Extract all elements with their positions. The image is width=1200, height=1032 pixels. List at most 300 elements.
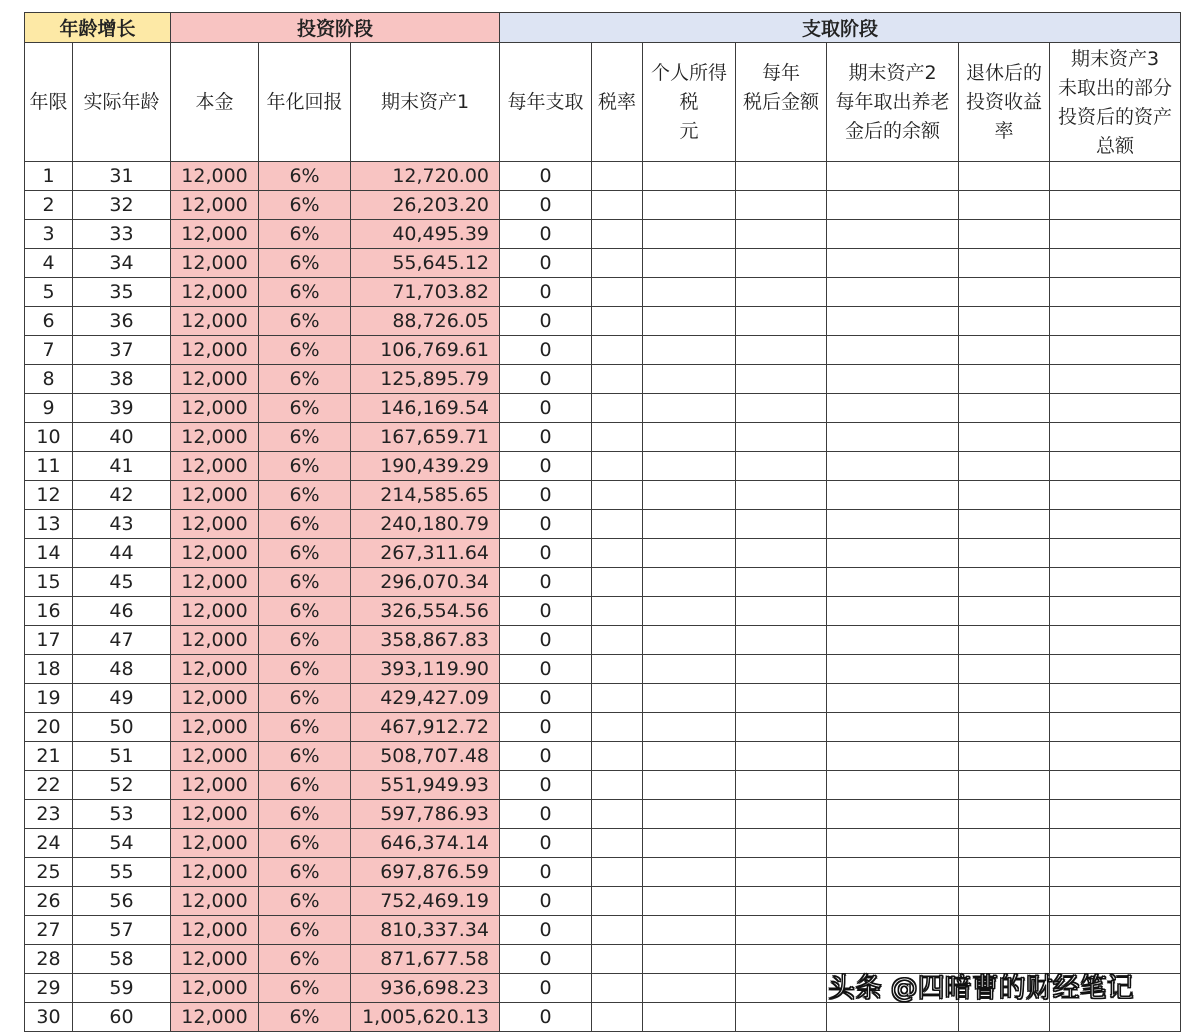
cell-principal[interactable]: 12,000 xyxy=(171,452,259,481)
cell-age[interactable]: 57 xyxy=(73,916,171,945)
cell-after-tax[interactable] xyxy=(736,858,827,887)
cell-income-tax[interactable] xyxy=(643,481,736,510)
col-header-principal[interactable]: 本金 xyxy=(171,43,259,162)
cell-asset2[interactable] xyxy=(827,800,959,829)
cell-withdraw[interactable]: 0 xyxy=(500,249,592,278)
cell-rate[interactable]: 6% xyxy=(259,597,351,626)
cell-income-tax[interactable] xyxy=(643,916,736,945)
cell-age[interactable]: 55 xyxy=(73,858,171,887)
cell-asset1[interactable]: 55,645.12 xyxy=(351,249,500,278)
cell-year[interactable]: 3 xyxy=(25,220,73,249)
cell-tax-rate[interactable] xyxy=(592,423,643,452)
cell-income-tax[interactable] xyxy=(643,713,736,742)
cell-withdraw[interactable]: 0 xyxy=(500,394,592,423)
cell-year[interactable]: 9 xyxy=(25,394,73,423)
cell-retire-return[interactable] xyxy=(959,452,1050,481)
cell-income-tax[interactable] xyxy=(643,336,736,365)
cell-year[interactable]: 14 xyxy=(25,539,73,568)
cell-principal[interactable]: 12,000 xyxy=(171,220,259,249)
cell-asset1[interactable]: 326,554.56 xyxy=(351,597,500,626)
cell-asset2[interactable] xyxy=(827,771,959,800)
cell-asset3[interactable] xyxy=(1050,1003,1181,1032)
cell-asset3[interactable] xyxy=(1050,887,1181,916)
cell-age[interactable]: 40 xyxy=(73,423,171,452)
cell-age[interactable]: 43 xyxy=(73,510,171,539)
cell-asset2[interactable] xyxy=(827,829,959,858)
cell-age[interactable]: 52 xyxy=(73,771,171,800)
cell-tax-rate[interactable] xyxy=(592,220,643,249)
cell-principal[interactable]: 12,000 xyxy=(171,655,259,684)
cell-asset3[interactable] xyxy=(1050,684,1181,713)
cell-principal[interactable]: 12,000 xyxy=(171,336,259,365)
cell-year[interactable]: 27 xyxy=(25,916,73,945)
cell-rate[interactable]: 6% xyxy=(259,365,351,394)
cell-principal[interactable]: 12,000 xyxy=(171,191,259,220)
cell-asset1[interactable]: 214,585.65 xyxy=(351,481,500,510)
cell-asset1[interactable]: 190,439.29 xyxy=(351,452,500,481)
cell-year[interactable]: 30 xyxy=(25,1003,73,1032)
cell-income-tax[interactable] xyxy=(643,800,736,829)
cell-age[interactable]: 35 xyxy=(73,278,171,307)
cell-year[interactable]: 23 xyxy=(25,800,73,829)
cell-principal[interactable]: 12,000 xyxy=(171,887,259,916)
cell-retire-return[interactable] xyxy=(959,191,1050,220)
cell-rate[interactable]: 6% xyxy=(259,336,351,365)
cell-after-tax[interactable] xyxy=(736,597,827,626)
cell-principal[interactable]: 12,000 xyxy=(171,713,259,742)
cell-asset1[interactable]: 240,180.79 xyxy=(351,510,500,539)
cell-asset2[interactable] xyxy=(827,742,959,771)
cell-year[interactable]: 19 xyxy=(25,684,73,713)
cell-rate[interactable]: 6% xyxy=(259,539,351,568)
cell-rate[interactable]: 6% xyxy=(259,713,351,742)
cell-tax-rate[interactable] xyxy=(592,278,643,307)
cell-after-tax[interactable] xyxy=(736,568,827,597)
cell-asset3[interactable] xyxy=(1050,307,1181,336)
cell-withdraw[interactable]: 0 xyxy=(500,626,592,655)
cell-retire-return[interactable] xyxy=(959,568,1050,597)
cell-withdraw[interactable]: 0 xyxy=(500,481,592,510)
cell-retire-return[interactable] xyxy=(959,858,1050,887)
cell-age[interactable]: 44 xyxy=(73,539,171,568)
cell-asset1[interactable]: 267,311.64 xyxy=(351,539,500,568)
cell-after-tax[interactable] xyxy=(736,481,827,510)
cell-income-tax[interactable] xyxy=(643,278,736,307)
cell-rate[interactable]: 6% xyxy=(259,249,351,278)
cell-year[interactable]: 13 xyxy=(25,510,73,539)
cell-rate[interactable]: 6% xyxy=(259,771,351,800)
col-header-after-tax[interactable] xyxy=(736,43,827,162)
col-header-return[interactable]: 年化回报 xyxy=(259,43,351,162)
cell-income-tax[interactable] xyxy=(643,858,736,887)
cell-asset3[interactable] xyxy=(1050,191,1181,220)
cell-asset2[interactable] xyxy=(827,655,959,684)
cell-rate[interactable]: 6% xyxy=(259,191,351,220)
cell-withdraw[interactable]: 0 xyxy=(500,568,592,597)
cell-tax-rate[interactable] xyxy=(592,713,643,742)
cell-tax-rate[interactable] xyxy=(592,771,643,800)
cell-withdraw[interactable]: 0 xyxy=(500,423,592,452)
cell-withdraw[interactable]: 0 xyxy=(500,771,592,800)
cell-after-tax[interactable] xyxy=(736,365,827,394)
cell-asset1[interactable]: 146,169.54 xyxy=(351,394,500,423)
cell-year[interactable]: 20 xyxy=(25,713,73,742)
cell-asset3[interactable] xyxy=(1050,858,1181,887)
cell-tax-rate[interactable] xyxy=(592,336,643,365)
cell-asset3[interactable] xyxy=(1050,336,1181,365)
cell-withdraw[interactable]: 0 xyxy=(500,887,592,916)
col-header-age[interactable]: 实际年龄 xyxy=(73,43,171,162)
cell-withdraw[interactable]: 0 xyxy=(500,655,592,684)
cell-asset3[interactable] xyxy=(1050,713,1181,742)
cell-rate[interactable]: 6% xyxy=(259,945,351,974)
cell-withdraw[interactable]: 0 xyxy=(500,452,592,481)
cell-asset2[interactable] xyxy=(827,887,959,916)
cell-retire-return[interactable] xyxy=(959,220,1050,249)
cell-asset3[interactable] xyxy=(1050,423,1181,452)
cell-year[interactable]: 12 xyxy=(25,481,73,510)
cell-year[interactable]: 10 xyxy=(25,423,73,452)
cell-after-tax[interactable] xyxy=(736,510,827,539)
cell-asset1[interactable]: 71,703.82 xyxy=(351,278,500,307)
cell-asset2[interactable] xyxy=(827,597,959,626)
cell-asset1[interactable]: 508,707.48 xyxy=(351,742,500,771)
cell-year[interactable]: 21 xyxy=(25,742,73,771)
cell-withdraw[interactable]: 0 xyxy=(500,510,592,539)
cell-withdraw[interactable]: 0 xyxy=(500,829,592,858)
cell-rate[interactable]: 6% xyxy=(259,1003,351,1032)
cell-age[interactable]: 46 xyxy=(73,597,171,626)
cell-income-tax[interactable] xyxy=(643,626,736,655)
cell-asset3[interactable] xyxy=(1050,452,1181,481)
cell-rate[interactable]: 6% xyxy=(259,655,351,684)
cell-year[interactable]: 11 xyxy=(25,452,73,481)
cell-rate[interactable]: 6% xyxy=(259,684,351,713)
cell-withdraw[interactable]: 0 xyxy=(500,336,592,365)
cell-asset2[interactable] xyxy=(827,713,959,742)
cell-withdraw[interactable]: 0 xyxy=(500,220,592,249)
cell-rate[interactable]: 6% xyxy=(259,481,351,510)
cell-retire-return[interactable] xyxy=(959,394,1050,423)
cell-retire-return[interactable] xyxy=(959,249,1050,278)
cell-tax-rate[interactable] xyxy=(592,887,643,916)
cell-income-tax[interactable] xyxy=(643,249,736,278)
cell-retire-return[interactable] xyxy=(959,336,1050,365)
cell-after-tax[interactable] xyxy=(736,1003,827,1032)
cell-withdraw[interactable]: 0 xyxy=(500,278,592,307)
cell-rate[interactable]: 6% xyxy=(259,626,351,655)
cell-withdraw[interactable]: 0 xyxy=(500,858,592,887)
cell-year[interactable]: 2 xyxy=(25,191,73,220)
cell-asset2[interactable] xyxy=(827,539,959,568)
cell-tax-rate[interactable] xyxy=(592,568,643,597)
cell-retire-return[interactable] xyxy=(959,423,1050,452)
cell-income-tax[interactable] xyxy=(643,597,736,626)
cell-retire-return[interactable] xyxy=(959,1003,1050,1032)
cell-withdraw[interactable]: 0 xyxy=(500,916,592,945)
cell-after-tax[interactable] xyxy=(736,307,827,336)
cell-retire-return[interactable] xyxy=(959,597,1050,626)
cell-income-tax[interactable] xyxy=(643,394,736,423)
cell-year[interactable]: 28 xyxy=(25,945,73,974)
cell-retire-return[interactable] xyxy=(959,481,1050,510)
cell-after-tax[interactable] xyxy=(736,771,827,800)
cell-asset2[interactable] xyxy=(827,568,959,597)
cell-withdraw[interactable]: 0 xyxy=(500,800,592,829)
cell-principal[interactable]: 12,000 xyxy=(171,945,259,974)
cell-after-tax[interactable] xyxy=(736,742,827,771)
cell-rate[interactable]: 6% xyxy=(259,742,351,771)
cell-asset3[interactable] xyxy=(1050,510,1181,539)
cell-age[interactable]: 34 xyxy=(73,249,171,278)
cell-asset2[interactable] xyxy=(827,510,959,539)
cell-rate[interactable]: 6% xyxy=(259,916,351,945)
cell-principal[interactable]: 12,000 xyxy=(171,626,259,655)
cell-principal[interactable]: 12,000 xyxy=(171,481,259,510)
cell-asset1[interactable]: 752,469.19 xyxy=(351,887,500,916)
cell-retire-return[interactable] xyxy=(959,684,1050,713)
cell-asset2[interactable] xyxy=(827,278,959,307)
cell-income-tax[interactable] xyxy=(643,423,736,452)
cell-asset3[interactable] xyxy=(1050,394,1181,423)
cell-rate[interactable]: 6% xyxy=(259,307,351,336)
cell-after-tax[interactable] xyxy=(736,655,827,684)
cell-retire-return[interactable] xyxy=(959,887,1050,916)
cell-income-tax[interactable] xyxy=(643,220,736,249)
cell-rate[interactable]: 6% xyxy=(259,829,351,858)
cell-asset2[interactable] xyxy=(827,191,959,220)
cell-asset3[interactable] xyxy=(1050,568,1181,597)
cell-withdraw[interactable]: 0 xyxy=(500,1003,592,1032)
cell-tax-rate[interactable] xyxy=(592,365,643,394)
cell-withdraw[interactable]: 0 xyxy=(500,307,592,336)
cell-year[interactable]: 25 xyxy=(25,858,73,887)
cell-income-tax[interactable] xyxy=(643,307,736,336)
cell-asset1[interactable]: 551,949.93 xyxy=(351,771,500,800)
cell-income-tax[interactable] xyxy=(643,742,736,771)
cell-tax-rate[interactable] xyxy=(592,510,643,539)
cell-asset1[interactable]: 597,786.93 xyxy=(351,800,500,829)
cell-rate[interactable]: 6% xyxy=(259,452,351,481)
cell-tax-rate[interactable] xyxy=(592,684,643,713)
cell-asset3[interactable] xyxy=(1050,742,1181,771)
cell-asset1[interactable]: 296,070.34 xyxy=(351,568,500,597)
cell-retire-return[interactable] xyxy=(959,539,1050,568)
cell-asset3[interactable] xyxy=(1050,916,1181,945)
cell-tax-rate[interactable] xyxy=(592,655,643,684)
cell-principal[interactable]: 12,000 xyxy=(171,510,259,539)
cell-rate[interactable]: 6% xyxy=(259,394,351,423)
cell-income-tax[interactable] xyxy=(643,887,736,916)
cell-asset1[interactable]: 936,698.23 xyxy=(351,974,500,1003)
cell-principal[interactable]: 12,000 xyxy=(171,307,259,336)
cell-income-tax[interactable] xyxy=(643,945,736,974)
cell-asset1[interactable]: 393,119.90 xyxy=(351,655,500,684)
cell-tax-rate[interactable] xyxy=(592,742,643,771)
group-header-payout[interactable]: 支取阶段 xyxy=(500,13,1181,43)
cell-retire-return[interactable] xyxy=(959,510,1050,539)
cell-principal[interactable]: 12,000 xyxy=(171,249,259,278)
cell-income-tax[interactable] xyxy=(643,771,736,800)
cell-tax-rate[interactable] xyxy=(592,945,643,974)
cell-tax-rate[interactable] xyxy=(592,191,643,220)
cell-year[interactable]: 18 xyxy=(25,655,73,684)
cell-after-tax[interactable] xyxy=(736,336,827,365)
cell-tax-rate[interactable] xyxy=(592,800,643,829)
cell-withdraw[interactable]: 0 xyxy=(500,162,592,191)
cell-asset1[interactable]: 167,659.71 xyxy=(351,423,500,452)
cell-year[interactable]: 4 xyxy=(25,249,73,278)
cell-age[interactable]: 49 xyxy=(73,684,171,713)
cell-income-tax[interactable] xyxy=(643,539,736,568)
cell-asset2[interactable] xyxy=(827,858,959,887)
cell-asset1[interactable]: 646,374.14 xyxy=(351,829,500,858)
cell-retire-return[interactable] xyxy=(959,655,1050,684)
cell-asset3[interactable] xyxy=(1050,278,1181,307)
cell-after-tax[interactable] xyxy=(736,800,827,829)
cell-age[interactable]: 51 xyxy=(73,742,171,771)
cell-asset3[interactable] xyxy=(1050,771,1181,800)
col-header-asset1[interactable]: 期末资产1 xyxy=(351,43,500,162)
cell-asset1[interactable]: 871,677.58 xyxy=(351,945,500,974)
cell-asset1[interactable]: 40,495.39 xyxy=(351,220,500,249)
cell-age[interactable]: 31 xyxy=(73,162,171,191)
cell-tax-rate[interactable] xyxy=(592,829,643,858)
cell-asset3[interactable] xyxy=(1050,626,1181,655)
cell-tax-rate[interactable] xyxy=(592,539,643,568)
cell-income-tax[interactable] xyxy=(643,365,736,394)
cell-age[interactable]: 47 xyxy=(73,626,171,655)
cell-retire-return[interactable] xyxy=(959,307,1050,336)
cell-principal[interactable]: 12,000 xyxy=(171,365,259,394)
cell-retire-return[interactable] xyxy=(959,626,1050,655)
cell-age[interactable]: 53 xyxy=(73,800,171,829)
cell-rate[interactable]: 6% xyxy=(259,568,351,597)
cell-asset1[interactable]: 106,769.61 xyxy=(351,336,500,365)
cell-year[interactable]: 22 xyxy=(25,771,73,800)
cell-retire-return[interactable] xyxy=(959,800,1050,829)
col-header-asset2[interactable] xyxy=(827,43,959,162)
cell-retire-return[interactable] xyxy=(959,771,1050,800)
cell-asset1[interactable]: 697,876.59 xyxy=(351,858,500,887)
cell-principal[interactable]: 12,000 xyxy=(171,597,259,626)
cell-principal[interactable]: 12,000 xyxy=(171,539,259,568)
cell-principal[interactable]: 12,000 xyxy=(171,858,259,887)
cell-after-tax[interactable] xyxy=(736,539,827,568)
cell-after-tax[interactable] xyxy=(736,945,827,974)
cell-after-tax[interactable] xyxy=(736,452,827,481)
group-header-age[interactable]: 年龄增长 xyxy=(25,13,171,43)
cell-asset2[interactable] xyxy=(827,365,959,394)
cell-income-tax[interactable] xyxy=(643,452,736,481)
cell-asset1[interactable]: 810,337.34 xyxy=(351,916,500,945)
cell-income-tax[interactable] xyxy=(643,655,736,684)
cell-age[interactable]: 56 xyxy=(73,887,171,916)
cell-rate[interactable]: 6% xyxy=(259,887,351,916)
cell-income-tax[interactable] xyxy=(643,510,736,539)
cell-rate[interactable]: 6% xyxy=(259,162,351,191)
cell-tax-rate[interactable] xyxy=(592,481,643,510)
cell-withdraw[interactable]: 0 xyxy=(500,684,592,713)
cell-rate[interactable]: 6% xyxy=(259,858,351,887)
col-header-asset3[interactable] xyxy=(1050,43,1181,162)
cell-asset3[interactable] xyxy=(1050,597,1181,626)
cell-age[interactable]: 33 xyxy=(73,220,171,249)
cell-tax-rate[interactable] xyxy=(592,249,643,278)
cell-asset3[interactable] xyxy=(1050,829,1181,858)
cell-rate[interactable]: 6% xyxy=(259,423,351,452)
cell-after-tax[interactable] xyxy=(736,423,827,452)
cell-tax-rate[interactable] xyxy=(592,626,643,655)
cell-asset2[interactable] xyxy=(827,481,959,510)
cell-rate[interactable]: 6% xyxy=(259,510,351,539)
cell-principal[interactable]: 12,000 xyxy=(171,974,259,1003)
cell-tax-rate[interactable] xyxy=(592,452,643,481)
cell-asset1[interactable]: 429,427.09 xyxy=(351,684,500,713)
cell-asset2[interactable] xyxy=(827,452,959,481)
cell-principal[interactable]: 12,000 xyxy=(171,423,259,452)
cell-principal[interactable]: 12,000 xyxy=(171,568,259,597)
cell-after-tax[interactable] xyxy=(736,278,827,307)
cell-age[interactable]: 41 xyxy=(73,452,171,481)
cell-withdraw[interactable]: 0 xyxy=(500,597,592,626)
cell-asset3[interactable] xyxy=(1050,655,1181,684)
cell-asset1[interactable]: 26,203.20 xyxy=(351,191,500,220)
cell-age[interactable]: 39 xyxy=(73,394,171,423)
cell-asset2[interactable] xyxy=(827,423,959,452)
cell-income-tax[interactable] xyxy=(643,974,736,1003)
cell-after-tax[interactable] xyxy=(736,974,827,1003)
cell-after-tax[interactable] xyxy=(736,220,827,249)
cell-retire-return[interactable] xyxy=(959,365,1050,394)
cell-asset2[interactable] xyxy=(827,1003,959,1032)
cell-asset3[interactable] xyxy=(1050,481,1181,510)
cell-asset3[interactable] xyxy=(1050,800,1181,829)
cell-retire-return[interactable] xyxy=(959,162,1050,191)
cell-after-tax[interactable] xyxy=(736,916,827,945)
cell-year[interactable]: 29 xyxy=(25,974,73,1003)
cell-age[interactable]: 60 xyxy=(73,1003,171,1032)
cell-tax-rate[interactable] xyxy=(592,597,643,626)
cell-asset2[interactable] xyxy=(827,249,959,278)
cell-age[interactable]: 36 xyxy=(73,307,171,336)
cell-tax-rate[interactable] xyxy=(592,162,643,191)
cell-after-tax[interactable] xyxy=(736,249,827,278)
cell-withdraw[interactable]: 0 xyxy=(500,974,592,1003)
cell-asset3[interactable] xyxy=(1050,539,1181,568)
cell-principal[interactable]: 12,000 xyxy=(171,278,259,307)
cell-tax-rate[interactable] xyxy=(592,974,643,1003)
cell-age[interactable]: 42 xyxy=(73,481,171,510)
cell-year[interactable]: 17 xyxy=(25,626,73,655)
cell-principal[interactable]: 12,000 xyxy=(171,394,259,423)
cell-year[interactable]: 1 xyxy=(25,162,73,191)
cell-rate[interactable]: 6% xyxy=(259,974,351,1003)
cell-retire-return[interactable] xyxy=(959,829,1050,858)
cell-tax-rate[interactable] xyxy=(592,307,643,336)
cell-asset2[interactable] xyxy=(827,220,959,249)
cell-asset3[interactable] xyxy=(1050,365,1181,394)
cell-retire-return[interactable] xyxy=(959,916,1050,945)
cell-after-tax[interactable] xyxy=(736,713,827,742)
cell-asset2[interactable] xyxy=(827,626,959,655)
group-header-invest[interactable]: 投资阶段 xyxy=(171,13,500,43)
cell-retire-return[interactable] xyxy=(959,713,1050,742)
cell-withdraw[interactable]: 0 xyxy=(500,945,592,974)
cell-asset2[interactable] xyxy=(827,307,959,336)
cell-after-tax[interactable] xyxy=(736,829,827,858)
cell-retire-return[interactable] xyxy=(959,742,1050,771)
